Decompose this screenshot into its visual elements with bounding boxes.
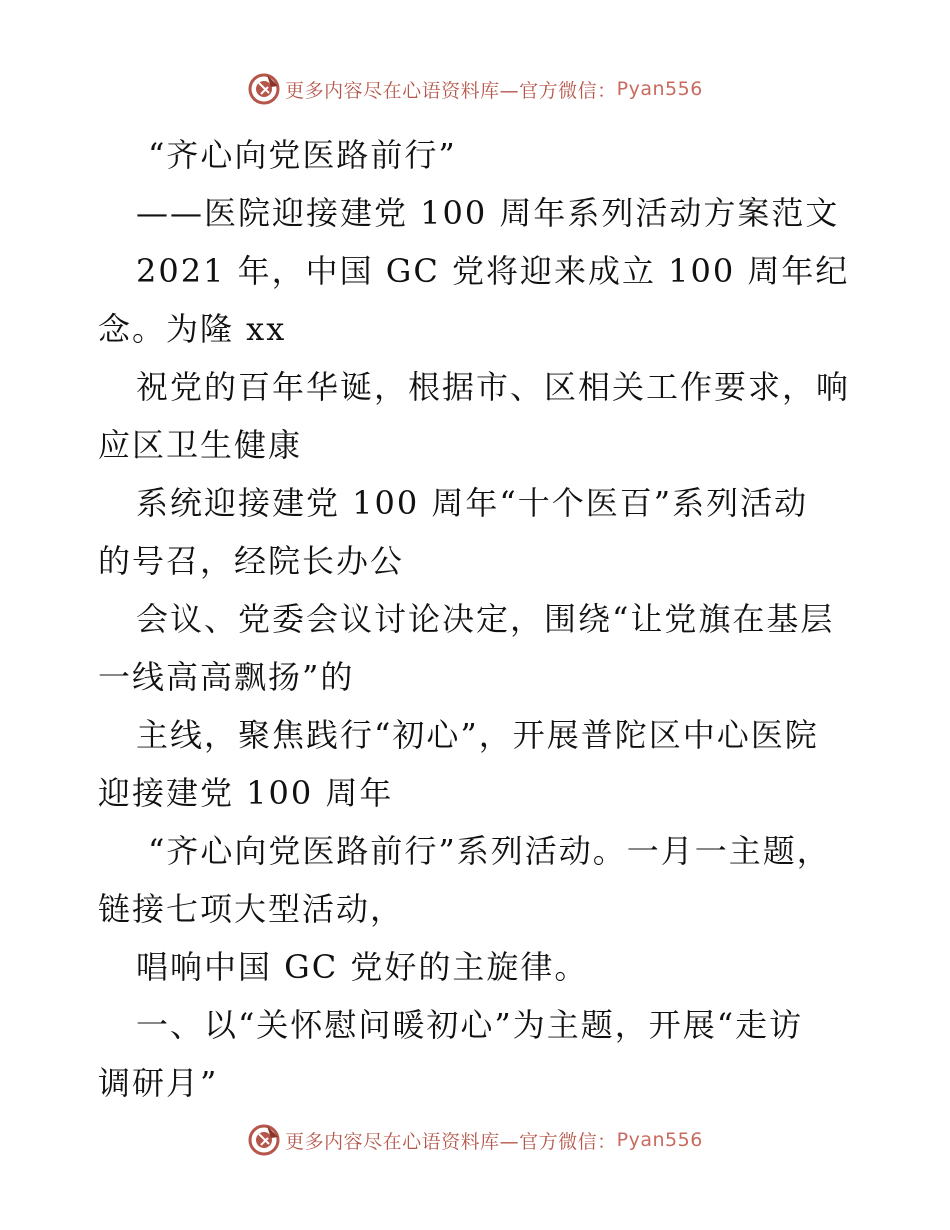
doc-line: 念。为隆 xx [98,310,287,348]
doc-line: 祝党的百年华诞，根据市、区相关工作要求，响 [136,368,851,406]
footer-banner [0,1123,950,1157]
banner-wechat-id: Pyan556 [616,1129,703,1151]
document-body [98,126,868,1112]
doc-line: 一、以“关怀慰问暖初心”为主题，开展“走访 [136,1006,804,1044]
doc-line: 系统迎接建党 100 周年“十个医百”系列活动 [136,484,809,522]
logo-icon [247,72,281,106]
doc-line-subtitle: ——医院迎接建党 100 周年系列活动方案范文 [136,194,840,232]
doc-line: 唱响中国 GC 党好的主旋律。 [136,948,589,986]
doc-line: 2021 年，中国 GC 党将迎来成立 100 周年纪 [136,252,850,290]
doc-line: 一线高高飘扬”的 [98,658,355,696]
doc-line: 会议、党委会议讨论决定，围绕“让党旗在基层 [136,600,835,638]
doc-line: 链接七项大型活动， [98,890,405,928]
banner-wechat-id: Pyan556 [616,78,703,100]
banner-text: 更多内容尽在心语资料库—官方微信： [285,79,617,102]
doc-line: “齐心向党医路前行”系列活动。一月一主题， [148,832,831,870]
doc-line: 的号召，经院长办公 [98,542,405,580]
doc-line: 主线，聚焦践行“初心”，开展普陀区中心医院 [136,716,819,754]
banner-text: 更多内容尽在心语资料库—官方微信： [285,1130,617,1153]
doc-line-title: “齐心向党医路前行” [148,136,457,174]
doc-line: 调研月” [98,1064,219,1102]
logo-icon [247,1123,281,1157]
header-banner [0,72,950,106]
doc-line: 应区卫生健康 [98,426,303,464]
doc-line: 迎接建党 100 周年 [98,774,394,812]
